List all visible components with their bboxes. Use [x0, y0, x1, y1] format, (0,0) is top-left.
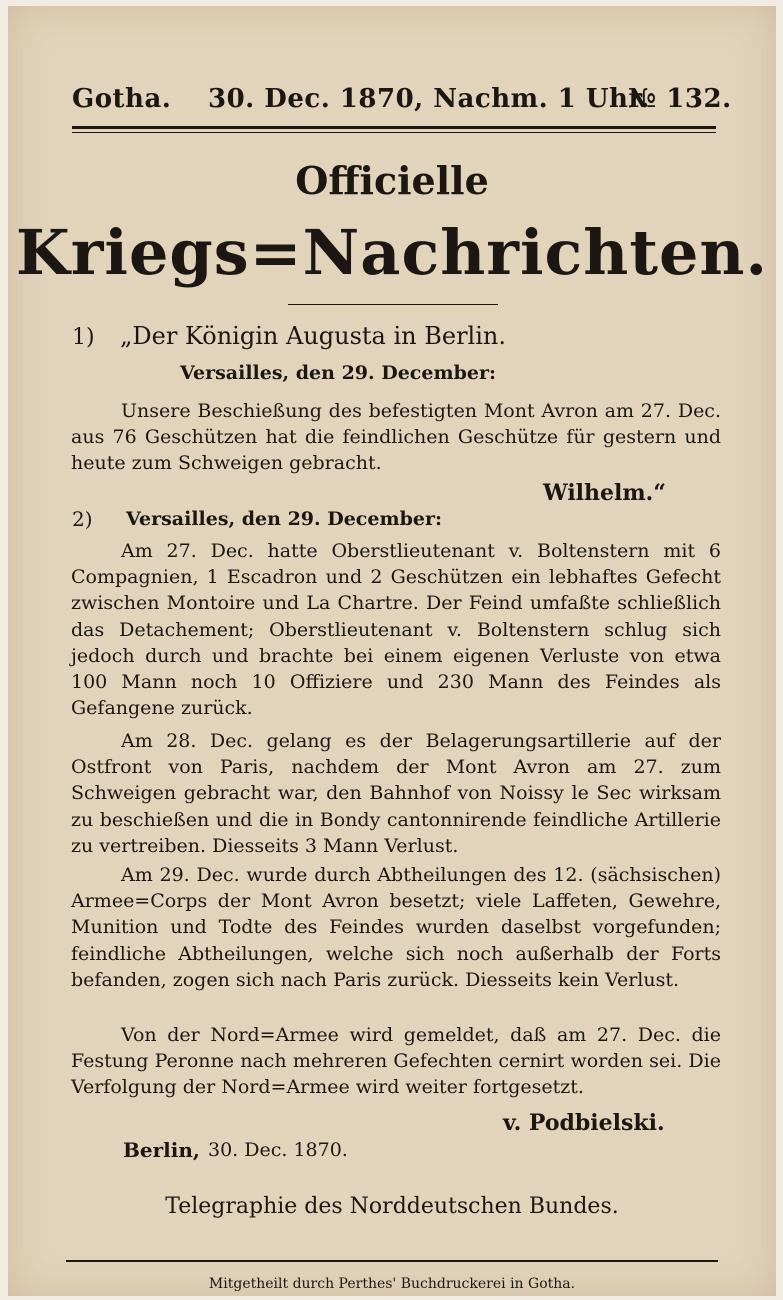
report2-signature: v. Podbielski. [503, 1110, 665, 1136]
closing-date: 30. Dec. 1870. [208, 1139, 348, 1161]
report1-addressee: „Der Königin Augusta in Berlin. [120, 322, 506, 350]
report2-paragraph-1: Am 27. Dec. hatte Oberstlieutenant v. Boltenstern mit 6 Compagnien, 1 Escadron und 2 Geschützen ein lebhaftes Gefecht zwischen Montoire und La Chartre. Der Feind umfaßte schließlich das Detachement; Oberstlieutenant v. Boltenstern schlug sich jedoch durch und brachte bei einem eigenen Verluste von etwa 100 Mann noch 10 Offiziere und 230 Mann des Feindes als Gefangene zurück. [71, 540, 721, 720]
header-place: Gotha. [72, 84, 172, 114]
report1-text: Unsere Beschießung des befestigten Mont Avron am 27. Dec. aus 76 Geschützen hat die feindlichen Geschütze für gestern und heute zum Schweigen gebracht. [71, 400, 721, 475]
title-kriegs-nachrichten: Kriegs=Nachrichten. [15, 216, 769, 289]
report2-paragraph-3: Am 29. Dec. wurde durch Abtheilungen des 12. (sächsischen) Armee=Corps der Mont Avron besetzt; viele Laffeten, Gewehre, Munition und Todte des Feindes wurden daselbst vorgefunden; feindliche Abtheilungen, welche sich noch außerhalb der Forts befanden, zogen sich nach Paris zurück. Diesseits kein Verlust. [71, 864, 721, 991]
agency-line: Telegraphie des Norddeutschen Bundes. [165, 1194, 619, 1219]
newspaper-sheet [8, 6, 776, 1296]
title-officielle: Officielle [295, 158, 489, 203]
report1-signature: Wilhelm.“ [543, 480, 666, 506]
report1-dateline: Versailles, den 29. December: [180, 362, 496, 384]
closing-place: Berlin, [123, 1138, 200, 1162]
header-number: № 132. [628, 84, 732, 114]
header-rule-thin [72, 132, 716, 133]
report2-dateline: Versailles, den 29. December: [126, 508, 442, 530]
report2-number: 2) [72, 507, 93, 531]
footer-rule [66, 1260, 718, 1262]
header-rule [72, 126, 716, 129]
report1-number: 1) [72, 325, 95, 350]
header-datetime: 30. Dec. 1870, Nachm. 1 Uhr. [208, 84, 650, 114]
footer-printer: Mitgetheilt durch Perthes' Buchdruckerei in Gotha. [208, 1276, 576, 1292]
report2-paragraph-2: Am 28. Dec. gelang es der Belagerungsartillerie auf der Ostfront von Paris, nachdem der Mont Avron am 27. zum Schweigen gebracht war, den Bahnhof von Noissy le Sec wirksam zu beschießen und die in Bondy cantonnirende feindliche Artillerie zu vertreiben. Diesseits 3 Mann Verlust. [71, 730, 721, 857]
report2-paragraph-4: Von der Nord=Armee wird gemeldet, daß am 27. Dec. die Festung Peronne nach mehreren Gefechten cernirt worden sei. Die Verfolgung der Nord=Armee wird weiter fortgesetzt. [71, 1024, 721, 1099]
title-divider [288, 304, 498, 305]
